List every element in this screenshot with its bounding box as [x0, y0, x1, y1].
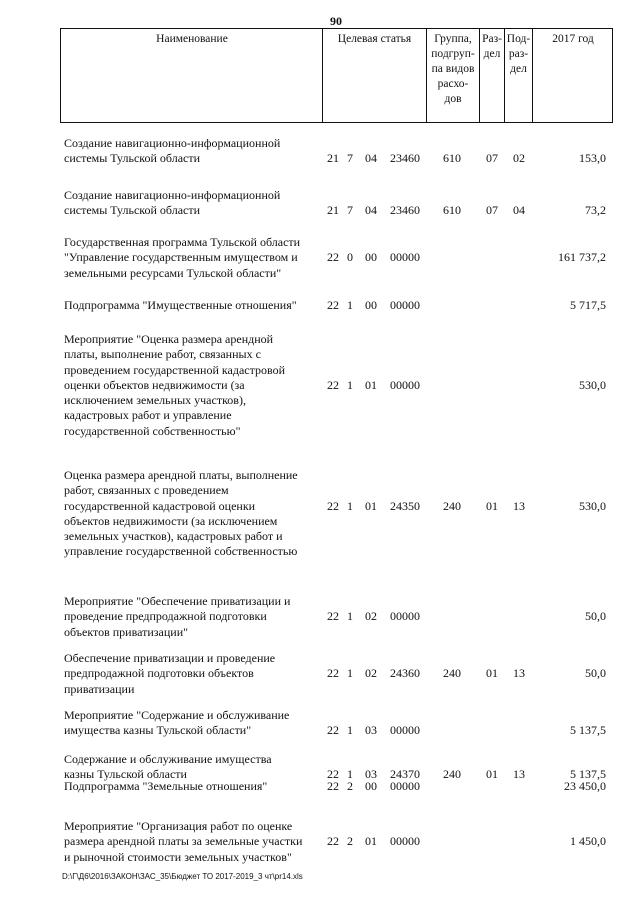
code-direction: 00000 — [390, 779, 420, 793]
group-code: 240 — [443, 666, 461, 681]
code-subprogram: 7 — [347, 151, 353, 166]
row-name-line: земельных участков), кадастровых работ и — [64, 529, 283, 544]
group-code: 240 — [443, 767, 461, 782]
code-subprogram: 1 — [347, 498, 353, 513]
row-name-line: объектов приватизации" — [64, 624, 189, 639]
code-event: 04 — [365, 151, 377, 166]
row-name-line: оценки объектов недвижимости (за — [64, 377, 245, 392]
code-program: 22 — [327, 498, 339, 513]
code-program: 22 — [327, 723, 339, 738]
row-name-line: "Управление государственным имуществом и — [64, 250, 298, 265]
row-name-line: земельными ресурсами Тульской области" — [64, 265, 282, 280]
code-event: 03 — [365, 723, 377, 738]
razdel-code: 01 — [486, 666, 498, 681]
row-name — [64, 235, 326, 281]
podrazdel-code: 04 — [513, 203, 525, 218]
amount-2017: 50,0 — [585, 666, 606, 681]
row-name-line: имущества казны Тульской области" — [64, 723, 252, 738]
code-event: 01 — [365, 377, 377, 392]
code-program: 22 — [327, 298, 339, 312]
row-name-line: Мероприятие "Оценка размера арендной — [64, 332, 274, 346]
header-group-line: подгруп- — [431, 48, 475, 60]
row-name-line: исключением земельных участков), — [64, 393, 246, 408]
row-name-line: управление государственной собственностью — [64, 544, 298, 559]
code-direction: 23460 — [390, 203, 420, 218]
header-name: Наименование — [156, 33, 228, 45]
code-subprogram: 2 — [347, 834, 353, 849]
razdel-code: 01 — [486, 767, 498, 782]
header-year: 2017 год — [552, 33, 594, 45]
code-subprogram: 1 — [347, 723, 353, 738]
amount-2017: 153,0 — [579, 151, 606, 166]
razdel-code: 07 — [486, 203, 498, 218]
row-name — [64, 819, 326, 865]
code-subprogram: 7 — [347, 203, 353, 218]
code-direction: 00000 — [390, 609, 420, 624]
amount-2017: 1 450,0 — [570, 834, 606, 849]
row-name — [64, 188, 326, 219]
header-podrazdel-line: Под- — [506, 33, 531, 45]
code-program: 22 — [327, 767, 339, 782]
code-direction: 24350 — [390, 498, 420, 513]
header-group-line: Группа, — [434, 33, 472, 45]
amount-2017: 23 450,0 — [564, 779, 606, 793]
podrazdel-code: 02 — [513, 151, 525, 166]
code-subprogram: 0 — [347, 250, 353, 265]
row-name-line: и рыночной стоимости земельных участков" — [64, 849, 292, 864]
amount-2017: 5 717,5 — [570, 298, 606, 312]
group-code: 610 — [443, 151, 461, 166]
row-name-line: предпродажной подготовки объектов — [64, 666, 254, 681]
code-event: 00 — [365, 779, 377, 793]
code-program: 22 — [327, 609, 339, 624]
code-direction: 00000 — [390, 723, 420, 738]
amount-2017: 161 737,2 — [558, 250, 606, 265]
code-direction: 00000 — [390, 250, 420, 265]
header-razdel-line: дел — [483, 48, 501, 60]
row-name-line: Создание навигационно-информационной — [64, 136, 281, 150]
code-subprogram: 1 — [347, 377, 353, 392]
amount-2017: 5 137,5 — [570, 767, 606, 782]
row-name-line: проведение предпродажной подготовки — [64, 609, 267, 624]
header-code: Целевая статья — [337, 33, 412, 45]
row-name — [64, 594, 326, 640]
header-podrazdel-line: дел — [510, 63, 527, 75]
row-name-line: Мероприятие "Содержание и обслуживание — [64, 708, 290, 722]
row-name-line: Содержание и обслуживание имущества — [64, 752, 272, 766]
code-event: 03 — [365, 767, 377, 782]
page-number: 90 — [330, 14, 342, 28]
code-event: 00 — [365, 250, 377, 265]
code-subprogram: 2 — [347, 779, 353, 793]
row-name-line: казны Тульской области — [64, 767, 187, 782]
row-name-line: Подпрограмма "Земельные отношения" — [64, 779, 268, 793]
row-name-line: системы Тульской области — [64, 151, 201, 166]
razdel-code: 01 — [486, 498, 498, 513]
code-event: 01 — [365, 498, 377, 513]
header-podrazdel-line: раз- — [508, 48, 529, 60]
header-razdel-line: Раз- — [482, 33, 502, 45]
row-name — [64, 752, 326, 783]
row-name — [64, 332, 326, 439]
file-path-footer: D:\Г\Д6\2016\ЗАКОН\ЗАС_35\Бюджет ТО 2017-2019_3 чт\pr14.xls — [62, 872, 303, 881]
code-direction: 24370 — [390, 767, 420, 782]
row-name — [64, 708, 326, 739]
code-subprogram: 1 — [347, 298, 353, 312]
group-code: 610 — [443, 203, 461, 218]
code-direction: 24360 — [390, 666, 420, 681]
code-subprogram: 1 — [347, 609, 353, 624]
row-name-line: проведением государственной кадастровой — [64, 362, 286, 377]
amount-2017: 73,2 — [585, 203, 606, 218]
row-name-line: Оценка размера арендной платы, выполнение — [64, 468, 298, 482]
code-event: 00 — [365, 298, 377, 312]
podrazdel-code: 13 — [513, 767, 525, 782]
code-program: 22 — [327, 834, 339, 849]
header-podrazdel — [505, 32, 532, 77]
row-name — [64, 651, 326, 697]
header-group — [427, 32, 479, 107]
row-name-line: Мероприятие "Организация работ по оценке — [64, 819, 293, 833]
row-name-line: работ, связанных с проведением — [64, 483, 229, 498]
code-program: 21 — [327, 203, 339, 218]
row-name-line: объектов недвижимости (за исключением — [64, 513, 278, 528]
row-name-line: кадастровых работ и управление — [64, 408, 232, 423]
row-name — [64, 136, 326, 167]
code-program: 21 — [327, 151, 339, 166]
amount-2017: 530,0 — [579, 498, 606, 513]
row-name-line: приватизации — [64, 681, 135, 696]
podrazdel-code: 13 — [513, 498, 525, 513]
razdel-code: 07 — [486, 151, 498, 166]
group-code: 240 — [443, 498, 461, 513]
code-direction: 00000 — [390, 834, 420, 849]
amount-2017: 50,0 — [585, 609, 606, 624]
row-name-line: Мероприятие "Обеспечение приватизации и — [64, 594, 291, 608]
header-group-line: расхо- — [437, 78, 469, 90]
row-name — [64, 298, 326, 313]
row-name — [64, 779, 326, 794]
row-name-line: системы Тульской области — [64, 203, 201, 218]
code-direction: 00000 — [390, 298, 420, 312]
row-name-line: Подпрограмма "Имущественные отношения" — [64, 298, 297, 312]
row-name-line: размера арендной платы за земельные участки — [64, 834, 303, 849]
code-event: 01 — [365, 834, 377, 849]
amount-2017: 5 137,5 — [570, 723, 606, 738]
row-name-line: Создание навигационно-информационной — [64, 188, 281, 202]
code-subprogram: 1 — [347, 767, 353, 782]
row-name-line: государственной кадастровой оценки — [64, 498, 256, 513]
code-event: 02 — [365, 666, 377, 681]
code-program: 22 — [327, 377, 339, 392]
row-name — [64, 468, 326, 560]
code-direction: 23460 — [390, 151, 420, 166]
code-direction: 00000 — [390, 377, 420, 392]
amount-2017: 530,0 — [579, 377, 606, 392]
row-name-line: платы, выполнение работ, связанных с — [64, 347, 261, 362]
header-razdel — [480, 32, 504, 62]
code-event: 02 — [365, 609, 377, 624]
row-name-line: Обеспечение приватизации и проведение — [64, 651, 276, 665]
row-name-line: государственной собственностью" — [64, 423, 241, 438]
code-event: 04 — [365, 203, 377, 218]
header-group-line: па видов — [431, 63, 475, 75]
code-subprogram: 1 — [347, 666, 353, 681]
header-group-line: дов — [444, 93, 462, 105]
podrazdel-code: 13 — [513, 666, 525, 681]
code-program: 22 — [327, 779, 339, 793]
row-name-line: Государственная программа Тульской области — [64, 235, 301, 249]
code-program: 22 — [327, 250, 339, 265]
code-program: 22 — [327, 666, 339, 681]
